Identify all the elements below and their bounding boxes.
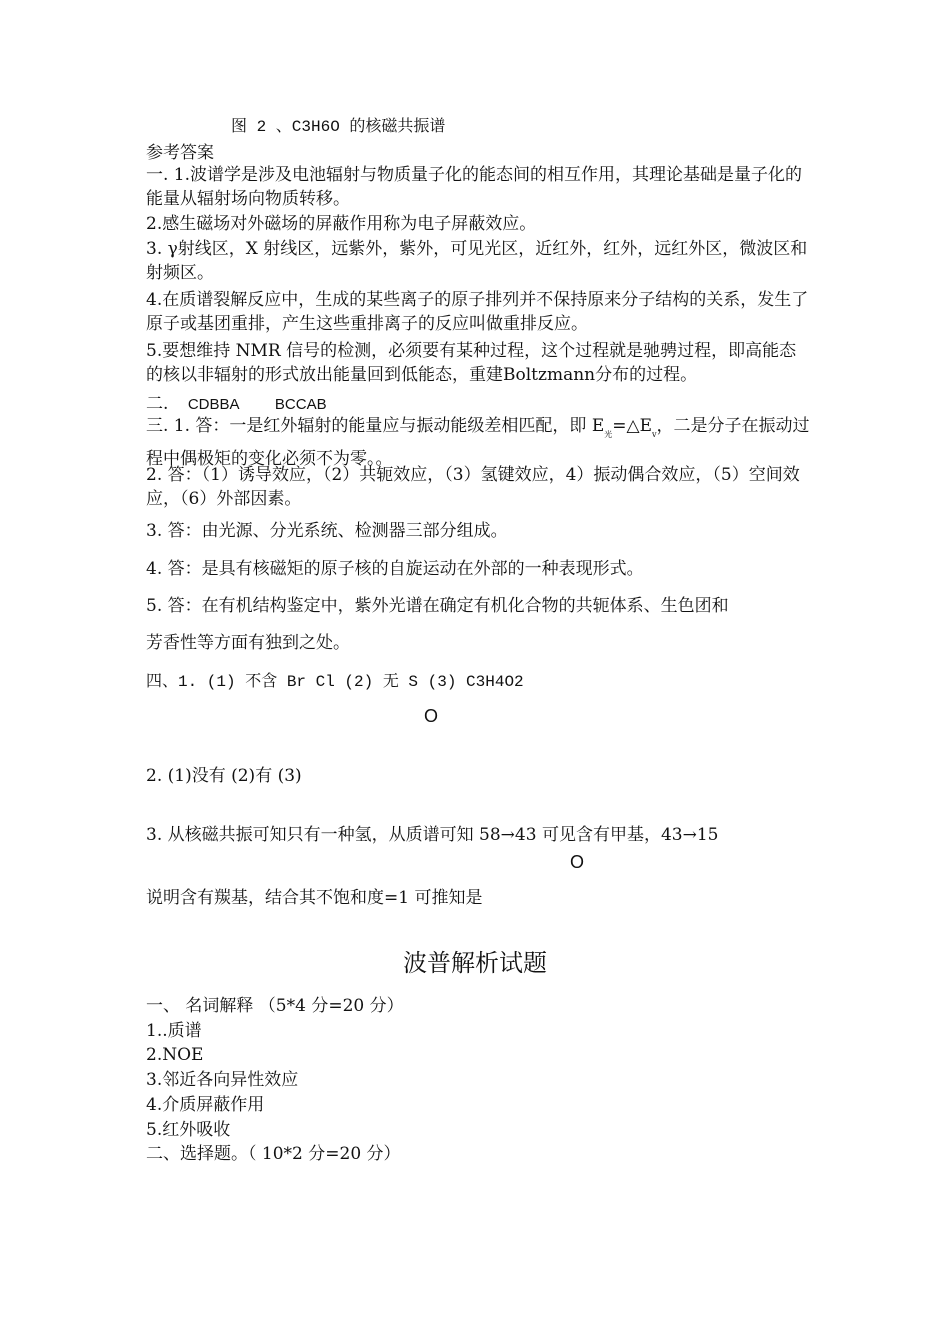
- carbonyl-oxygen-label-2: O: [570, 852, 585, 872]
- answer-3-1: 三. 1. 答：一是红外辐射的能量应与振动能级差相匹配，即 $E_光=\triangle E_v$，二是分子在振动过程中偶极矩的变化必须不为零。。: [146, 416, 810, 469]
- exam-term-4: 4.介质屏蔽作用: [146, 1095, 265, 1115]
- carbonyl-oxygen-label-1: O: [424, 706, 439, 726]
- answers-heading: 参考答案: [146, 143, 214, 163]
- figure-caption: 图 2 、C3H6O 的核磁共振谱: [231, 118, 446, 136]
- answer-3-5a: 5. 答：在有机结构鉴定中，紫外光谱在确定有机化合物的共轭体系、生色团和: [146, 596, 729, 616]
- exam-term-2: 2.NOE: [146, 1045, 204, 1065]
- answer-2-label: 二.: [146, 394, 169, 414]
- answer-2-group-2: BCCAB: [274, 396, 327, 413]
- answer-3-2: 2. 答：（1）诱导效应，（2）共轭效应，（3）氢键效应，4）振动偶合效应，（5）空间效应，（6）外部因素。: [146, 465, 800, 509]
- answer-1-1: 一. 1.波谱学是涉及电池辐射与物质量子化的能态间的相互作用，其理论基础是量子化的能量从辐射场向物质转移。: [146, 165, 803, 209]
- exam-term-1: 1..质谱: [146, 1021, 202, 1041]
- answer-2-group-1: CDBBA: [187, 396, 240, 413]
- answer-1-2: 2.感生磁场对外磁场的屏蔽作用称为电子屏蔽效应。: [146, 214, 537, 234]
- answer-4-3b: 说明含有羰基，结合其不饱和度=1 可推知是: [146, 888, 483, 908]
- answer-3-4: 4. 答：是具有核磁矩的原子核的自旋运动在外部的一种表现形式。: [146, 559, 644, 579]
- answer-1-5: 5.要想维持 NMR 信号的检测，必须要有某种过程，这个过程就是驰骋过程，即高能态的核以非辐射的形式放出能量回到低能态，重建Boltzmann分布的过程。: [146, 341, 797, 385]
- answer-4-3a: 3. 从核磁共振可知只有一种氢，从质谱可知 58→43 可见含有甲基，43→15: [146, 825, 719, 845]
- answer-1-4: 4.在质谱裂解反应中，生成的某些离子的原子排列并不保持原来分子结构的关系，发生了原子或基团重排，产生这些重排离子的反应叫做重排反应。: [146, 290, 809, 334]
- exam-term-3: 3.邻近各向异性效应: [146, 1070, 299, 1090]
- exam-title: 波普解析试题: [403, 949, 547, 977]
- answer-3-3: 3. 答：由光源、分光系统、检测器三部分组成。: [146, 521, 508, 541]
- answer-3-5b: 芳香性等方面有独到之处。: [146, 633, 350, 653]
- answer-4-2: 2. (1)没有 (2)有 (3): [146, 766, 302, 786]
- exam-term-5: 5.红外吸收: [146, 1120, 231, 1140]
- exam-section-2: 二、选择题。（ 10*2 分=20 分）: [146, 1144, 401, 1164]
- answer-1-3: 3. γ射线区，X 射线区，远紫外，紫外，可见光区，近红外，红外，远红外区，微波区和射频区。: [146, 239, 808, 283]
- answer-4-1: 四、1. (1) 不含 Br Cl (2) 无 S (3) C3H4O2: [146, 673, 524, 691]
- exam-section-1: 一、 名词解释 （5*4 分=20 分）: [146, 996, 404, 1016]
